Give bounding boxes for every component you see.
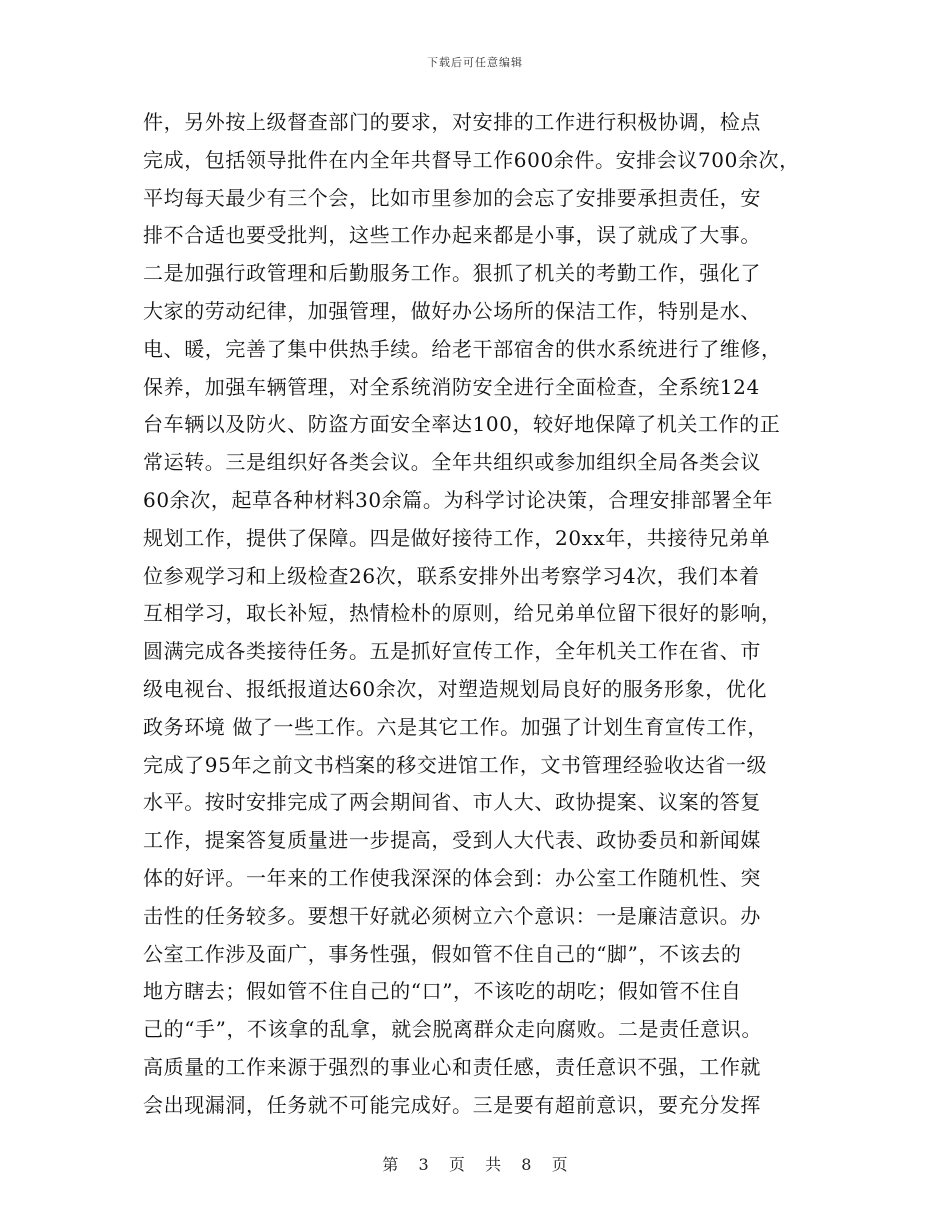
text-line: 二是加强行政管理和后勤服务工作。狠抓了机关的考勤工作，强化了 bbox=[143, 261, 761, 286]
text-line: 工作，提案答复质量进一步提高，受到人大代表、政协委员和新闻媒 bbox=[143, 828, 761, 853]
page-footer bbox=[0, 1152, 950, 1175]
total-pages-number: 8 bbox=[521, 1155, 532, 1174]
page-header: 下载后可任意编辑 bbox=[427, 56, 523, 69]
text-line: 完成，包括领导批件在内全年共督导工作600余件。安排会议700余次， bbox=[143, 147, 800, 172]
text-line: 完成了95年之前文书档案的移交进馆工作，文书管理经验收达省一级 bbox=[143, 752, 768, 777]
page-label-mid: 页 bbox=[448, 1155, 465, 1174]
text-line: 公室工作涉及面广，事务性强，假如管不住自己的“脚”，不该去的 bbox=[143, 941, 742, 966]
text-line: 规划工作，提供了保障。四是做好接待工作，20xx年，共接待兄弟单 bbox=[143, 525, 771, 550]
text-line: 排不合适也要受批判，这些工作办起来都是小事，误了就成了大事。 bbox=[143, 223, 761, 248]
text-line: 水平。按时安排完成了两会期间省、市人大、政协提案、议案的答复 bbox=[143, 790, 761, 815]
text-line: 高质量的工作来源于强烈的事业心和责任感，责任意识不强，工作就 bbox=[143, 1054, 761, 1079]
text-line: 常运转。三是组织好各类会议。全年共组织或参加组织全局各类会议 bbox=[143, 450, 761, 475]
page-label-suffix: 页 bbox=[551, 1155, 568, 1174]
text-line: 地方瞎去；假如管不住自己的“口”，不该吃的胡吃；假如管不住自 bbox=[143, 979, 742, 1004]
text-line: 电、暖，完善了集中供热手续。给老干部宿舍的供水系统进行了维修， bbox=[143, 336, 782, 361]
text-line: 大家的劳动纪律，加强管理，做好办公场所的保洁工作，特别是水、 bbox=[143, 298, 761, 323]
current-page-number: 3 bbox=[418, 1155, 429, 1174]
text-line: 击性的任务较多。要想干好就必须树立六个意识：一是廉洁意识。办 bbox=[143, 903, 761, 928]
text-line: 圆满完成各类接待任务。五是抓好宣传工作，全年机关工作在省、市 bbox=[143, 639, 761, 664]
body-text bbox=[143, 104, 833, 1125]
page-label-total-prefix: 共 bbox=[485, 1155, 502, 1174]
text-line: 保养，加强车辆管理，对全系统消防安全进行全面检查，全系统124 bbox=[143, 374, 760, 399]
page-label-prefix: 第 bbox=[382, 1155, 399, 1174]
text-line: 平均每天最少有三个会，比如市里参加的会忘了安排要承担责任，安 bbox=[143, 185, 761, 210]
text-line: 级电视台、报纸报道达60余次，对塑造规划局良好的服务形象，优化 bbox=[143, 676, 768, 701]
text-line: 60余次，起草各种材料30余篇。为科学讨论决策，合理安排部署全年 bbox=[143, 487, 774, 512]
text-line: 己的“手”，不该拿的乱拿，就会脱离群众走向腐败。二是责任意识。 bbox=[143, 1017, 763, 1042]
text-line: 件，另外按上级督查部门的要求，对安排的工作进行积极协调，检点 bbox=[143, 110, 761, 134]
text-line: 位参观学习和上级检查26次，联系安排外出考察学习4次，我们本着 bbox=[143, 563, 760, 588]
text-line: 互相学习，取长补短，热情检朴的原则，给兄弟单位留下很好的影响， bbox=[143, 601, 782, 626]
text-line: 会出现漏洞，任务就不可能完成好。三是要有超前意识，要充分发挥 bbox=[143, 1092, 761, 1117]
text-line: 体的好评。一年来的工作使我深深的体会到：办公室工作随机性、突 bbox=[143, 865, 761, 890]
text-line: 台车辆以及防火、防盗方面安全率达100，较好地保障了机关工作的正 bbox=[143, 412, 781, 437]
text-line: 政务环境 做了一些工作。六是其它工作。加强了计划生育宣传工作， bbox=[143, 714, 768, 739]
